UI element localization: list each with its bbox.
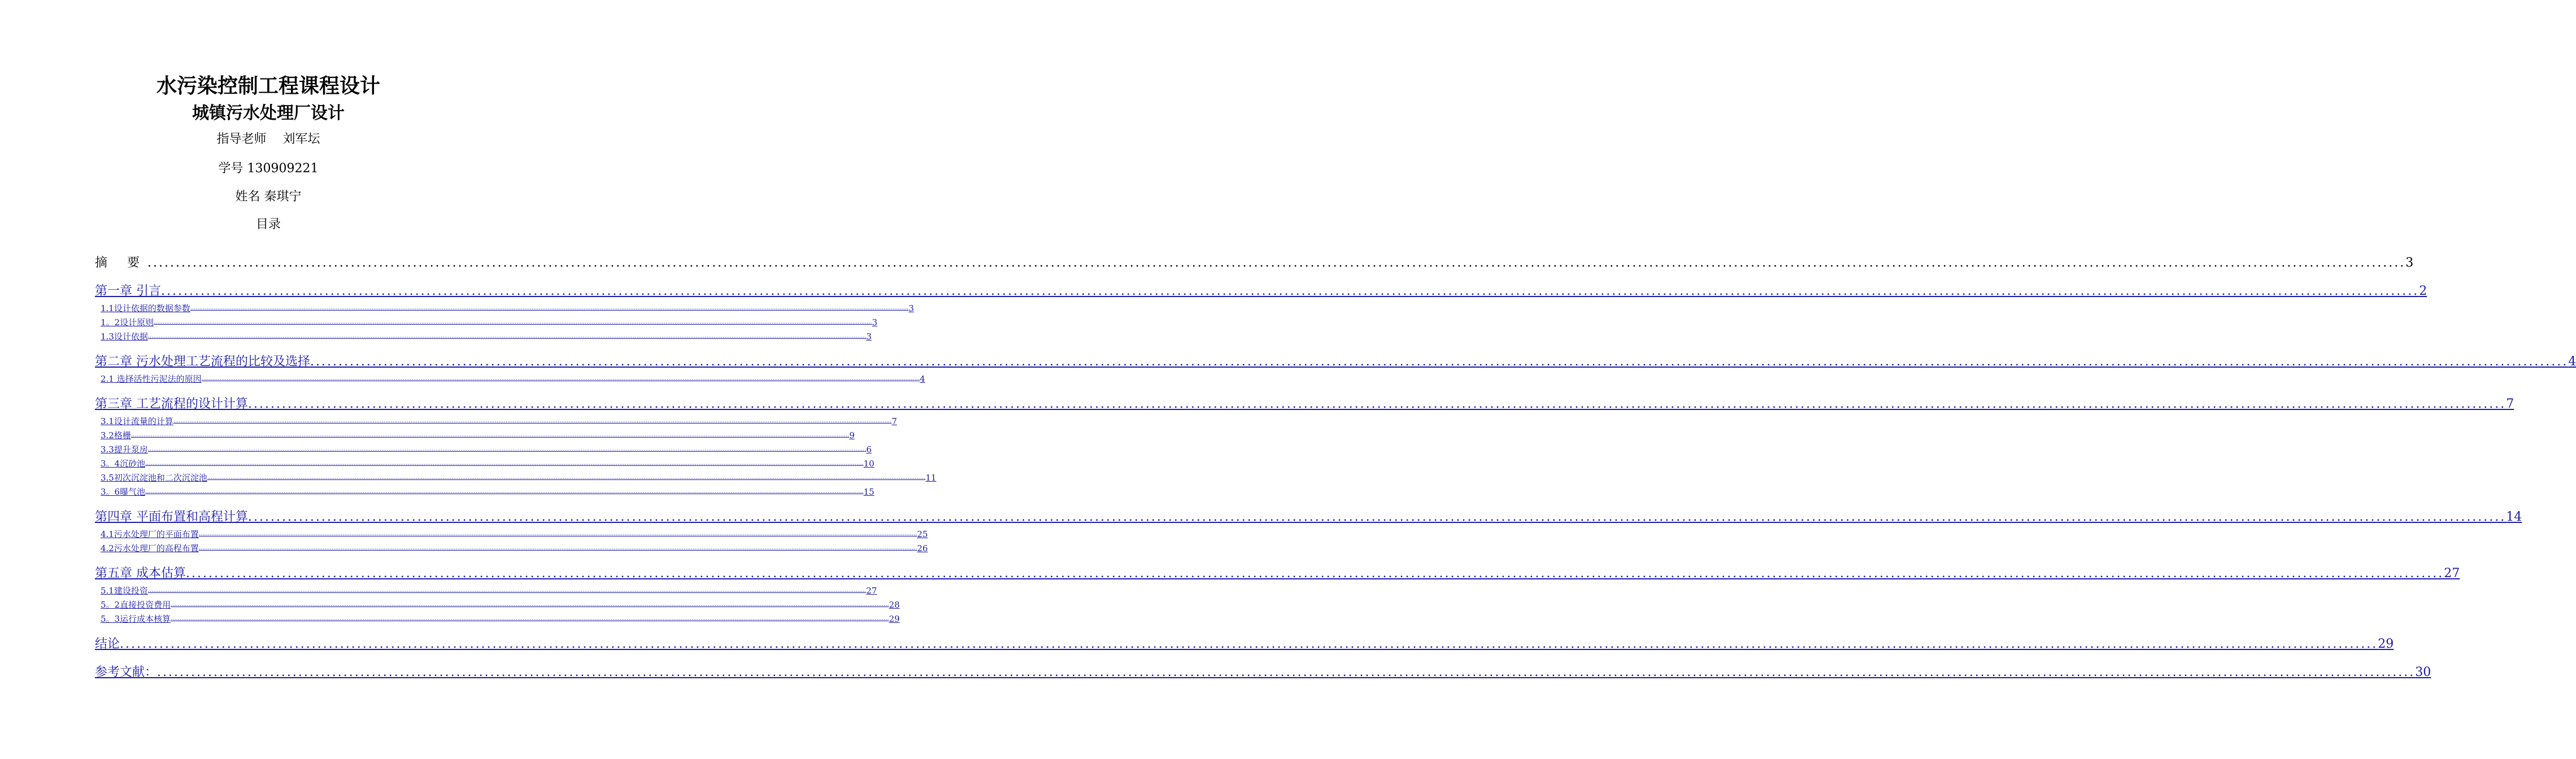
toc-page-number: 26 xyxy=(917,543,928,553)
toc-chapter-entry[interactable] xyxy=(95,653,2431,682)
toc-entry-label: 3.3提升泵房 xyxy=(101,444,148,455)
toc-page-number: 2 xyxy=(2419,284,2427,298)
toc-entry-label: 3。6曝气池 xyxy=(101,487,146,497)
toc-chapter-entry[interactable] xyxy=(95,385,2514,413)
toc-section-entry[interactable] xyxy=(95,611,900,625)
toc-leader-dots: ................................................................................................................................................................................................................................................................................................................................................................................................................ xyxy=(161,284,2420,298)
toc-section-entry[interactable] xyxy=(95,456,874,470)
toc-page-number: 7 xyxy=(891,416,897,426)
toc-leader-dots: ................................................................................................................................................................................................................................................................................................................................................................................................................ xyxy=(186,566,2444,581)
toc-leader-dots: ................................................................................................................................................................................................................................................................................................................................................................................................................ xyxy=(154,319,872,325)
toc-leader-dots: ................................................................................................................................................................................................................................................................................................................................................................................................................ xyxy=(130,432,850,438)
toc-leader-dots: ................................................................................................................................................................................................................................................................................................................................................................................................................ xyxy=(248,510,2507,524)
toc-page-number: 3 xyxy=(872,317,878,328)
toc-leader-dots: ................................................................................................................................................................................................................................................................................................................................................................................................................ xyxy=(207,474,926,481)
toc-entry-label: 3.1设计流量的计算 xyxy=(101,416,173,426)
toc-page-number: 11 xyxy=(925,473,937,483)
toc-leader-dots: ................................................................................................................................................................................................................................................................................................................................................................................................................ xyxy=(190,305,909,311)
toc-chapter-entry xyxy=(95,244,2414,272)
toc-page-number: 3 xyxy=(866,331,872,342)
toc-entry-label: 第三章 工艺流程的设计计算 xyxy=(95,397,248,411)
toc-page-number: 28 xyxy=(889,600,900,610)
toc-page-number: 29 xyxy=(2378,637,2394,651)
toc-leader-dots: ................................................................................................................................................................................................................................................................................................................................................................................................................ xyxy=(147,587,867,594)
toc-page-number: 30 xyxy=(2415,665,2431,679)
toc-leader-dots: ................................................................................................................................................................................................................................................................................................................................................................................................................ xyxy=(171,601,889,608)
toc-leader-dots: ................................................................................................................................................................................................................................................................................................................................................................................................................ xyxy=(201,376,920,382)
toc-leader-dots: ................................................................................................................................................................................................................................................................................................................................................................................................................ xyxy=(171,616,889,622)
toc-entry-label: 参考文献： xyxy=(95,665,158,679)
student-name-line: 姓名 秦琪宁 xyxy=(235,190,302,204)
toc-chapter-entry[interactable] xyxy=(95,272,2427,300)
toc-leader-dots: ................................................................................................................................................................................................................................................................................................................................................................................................................ xyxy=(248,397,2507,411)
toc-page-number: 6 xyxy=(866,444,872,455)
toc-page-number: 9 xyxy=(849,430,855,440)
toc-leader-dots: ................................................................................................................................................................................................................................................................................................................................................................................................................ xyxy=(145,488,864,495)
toc-leader-dots: ................................................................................................................................................................................................................................................................................................................................................................................................................ xyxy=(147,446,867,452)
toc-entry-label: 2.1 选择活性污泥法的原因 xyxy=(101,374,202,384)
toc-page-number: 14 xyxy=(2506,510,2522,524)
toc-leader-dots: ................................................................................................................................................................................................................................................................................................................................................................................................................ xyxy=(157,665,2416,679)
toc-entry-label: 第二章 污水处理工艺流程的比较及选择 xyxy=(95,355,310,369)
toc-chapter-entry[interactable] xyxy=(95,555,2460,583)
document-title: 水污染控制工程课程设计 xyxy=(156,74,380,98)
toc-entry-label: 摘 要 xyxy=(95,256,147,270)
document-subtitle: 城镇污水处理厂设计 xyxy=(192,103,345,123)
toc-section-entry[interactable] xyxy=(95,540,928,555)
toc-section-entry[interactable] xyxy=(95,597,900,611)
toc-leader-dots: ................................................................................................................................................................................................................................................................................................................................................................................................................ xyxy=(147,256,2406,270)
toc-section-entry[interactable] xyxy=(95,428,855,442)
toc-section-entry[interactable] xyxy=(95,470,937,484)
toc-leader-dots: ................................................................................................................................................................................................................................................................................................................................................................................................................ xyxy=(147,333,867,339)
toc-leader-dots: ................................................................................................................................................................................................................................................................................................................................................................................................................ xyxy=(198,531,917,537)
toc-chapter-entry[interactable] xyxy=(95,498,2522,526)
toc-section-entry[interactable] xyxy=(95,371,925,385)
toc-title: 目录 xyxy=(255,217,281,232)
toc-entry-label: 3.2格栅 xyxy=(101,430,131,440)
toc-page-number: 3 xyxy=(2405,256,2414,270)
toc-page-number: 27 xyxy=(2444,566,2460,581)
advisor-line: 指导老师 刘军坛 xyxy=(216,132,320,146)
toc-entry-label: 1.1设计依据的数据参数 xyxy=(101,303,190,313)
toc-page-number: 4 xyxy=(2568,355,2576,369)
toc-page-number: 25 xyxy=(917,529,928,539)
toc-page-number: 3 xyxy=(908,303,914,313)
toc-section-entry[interactable] xyxy=(95,413,897,428)
toc-section-entry[interactable] xyxy=(95,315,878,329)
toc-entry-label: 4.1污水处理厂的平面布置 xyxy=(101,529,199,539)
toc-entry-label: 5。3运行成本核算 xyxy=(101,614,171,624)
toc-leader-dots: ................................................................................................................................................................................................................................................................................................................................................................................................................ xyxy=(173,418,892,424)
toc-section-entry[interactable] xyxy=(95,300,914,315)
toc-page-number: 4 xyxy=(920,374,925,384)
toc-leader-dots: ................................................................................................................................................................................................................................................................................................................................................................................................................ xyxy=(120,637,2378,651)
toc-page-number: 29 xyxy=(889,614,900,624)
toc-leader-dots: ................................................................................................................................................................................................................................................................................................................................................................................................................ xyxy=(198,545,917,551)
toc-page-number: 10 xyxy=(863,459,874,469)
toc-entry-label: 3.5初次沉淀池和二次沉淀池 xyxy=(101,473,207,483)
student-id-line: 学号 130909221 xyxy=(218,162,319,176)
toc-entry-label: 第五章 成本估算 xyxy=(95,566,186,581)
toc-page-number: 7 xyxy=(2506,397,2514,411)
toc-leader-dots: ................................................................................................................................................................................................................................................................................................................................................................................................................ xyxy=(310,355,2569,369)
toc-entry-label: 1。2设计原则 xyxy=(101,317,154,328)
toc-entry-label: 1.3设计依据 xyxy=(101,331,148,342)
toc-section-entry[interactable] xyxy=(95,484,874,498)
toc-entry-label: 3。4沉砂池 xyxy=(101,459,146,469)
toc-entry-label: 结论 xyxy=(95,637,120,651)
toc-page-number: 15 xyxy=(863,487,874,497)
toc-entry-label: 第一章 引言 xyxy=(95,284,161,298)
toc-section-entry[interactable] xyxy=(95,442,872,456)
toc-entry-label: 第四章 平面布置和高程计算 xyxy=(95,510,248,524)
toc-section-entry[interactable] xyxy=(95,329,872,343)
table-of-contents xyxy=(95,244,2576,682)
toc-leader-dots: ................................................................................................................................................................................................................................................................................................................................................................................................................ xyxy=(145,460,864,466)
toc-entry-label: 5.1建设投资 xyxy=(101,586,148,596)
toc-chapter-entry[interactable] xyxy=(95,343,2576,371)
toc-section-entry[interactable] xyxy=(95,583,877,597)
toc-entry-label: 5。2直接投资费用 xyxy=(101,600,171,610)
toc-section-entry[interactable] xyxy=(95,526,928,540)
toc-chapter-entry[interactable] xyxy=(95,625,2394,653)
toc-entry-label: 4.2污水处理厂的高程布置 xyxy=(101,543,199,553)
toc-page-number: 27 xyxy=(866,586,877,596)
